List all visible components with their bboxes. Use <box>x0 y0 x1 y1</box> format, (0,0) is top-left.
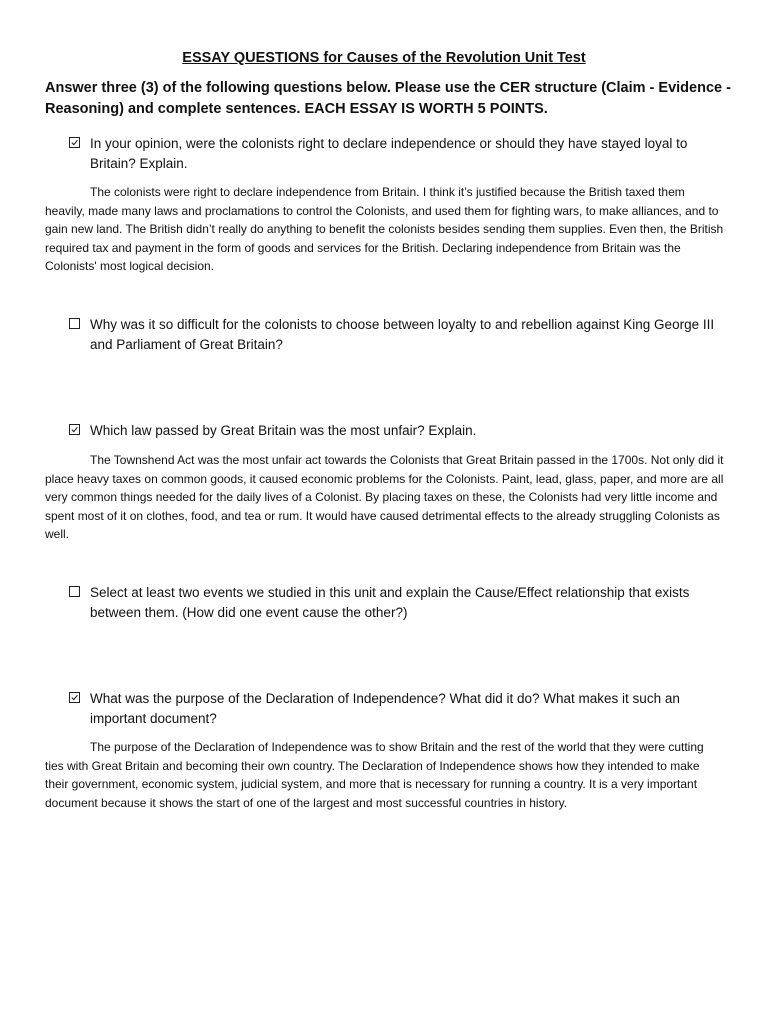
answer-1: The colonists were right to declare independence from Britain. I think it’s justified because the British taxed them heavily, made many laws and proclamations to control the Colonists, and used them for fighting wars, to make alliances, and to gain new land. The British didn’t really do anything to benefit the colonists besides sending them supplies. Even then, the British required tax and payment in the form of goods and services for the British. Declaring independence from Britain was the Colonists' most logical decision. <box>45 185 724 274</box>
question-text: What was the purpose of the Declaration of Independence? What did it do? What makes it such an important document? <box>90 691 680 726</box>
checkbox-checked-icon[interactable] <box>69 692 80 703</box>
instructions: Answer three (3) of the following questions below. Please use the CER structure (Claim - Evidence - Reasoning) and complete sentences. EACH ESSAY IS WORTH 5 POINTS. <box>45 80 731 117</box>
question-1 <box>69 134 729 174</box>
answer-5: The purpose of the Declaration of Independence was to show Britain and the rest of the world that they were cutting ties with Great Britain and becoming their own country. The Declaration of Independence shows how they intended to make their government, economic system, judicial system, and more that is necessary for running a country. It is a very important document because it shows the start of one of the largest and most successful countries in history. <box>45 740 704 810</box>
question-text: Select at least two events we studied in this unit and explain the Cause/Effect relationship that exists between them. (How did one event cause the other?) <box>90 585 690 620</box>
question-text: Which law passed by Great Britain was the most unfair? Explain. <box>90 423 477 438</box>
question-2 <box>69 315 729 355</box>
checkbox-unchecked-icon[interactable] <box>69 586 80 597</box>
question-text: Why was it so difficult for the colonists to choose between loyalty to and rebellion against King George III and Parliament of Great Britain? <box>90 317 715 352</box>
question-text: In your opinion, were the colonists right to declare independence or should they have stayed loyal to Britain? Explain. <box>90 136 688 171</box>
question-5 <box>69 689 729 729</box>
checkbox-checked-icon[interactable] <box>69 424 80 435</box>
answer-3: The Townshend Act was the most unfair act towards the Colonists that Great Britain passed in the 1700s. Not only did it place heavy taxes on common goods, it caused economic problems for the Colonists. Paint, lead, glass, paper, and more are all very common things needed for the daily lives of a Colonist. By placing taxes on these, the Colonists had very little income and spent most of it on clothes, food, and tea or rum. It would have caused detrimental effects to the already struggling Colonists as well. <box>45 453 724 542</box>
checkbox-unchecked-icon[interactable] <box>69 318 80 329</box>
question-4 <box>69 583 729 623</box>
page-title: ESSAY QUESTIONS for Causes of the Revolution Unit Test <box>182 50 586 66</box>
question-3 <box>69 421 729 441</box>
checkbox-checked-icon[interactable] <box>69 137 80 148</box>
